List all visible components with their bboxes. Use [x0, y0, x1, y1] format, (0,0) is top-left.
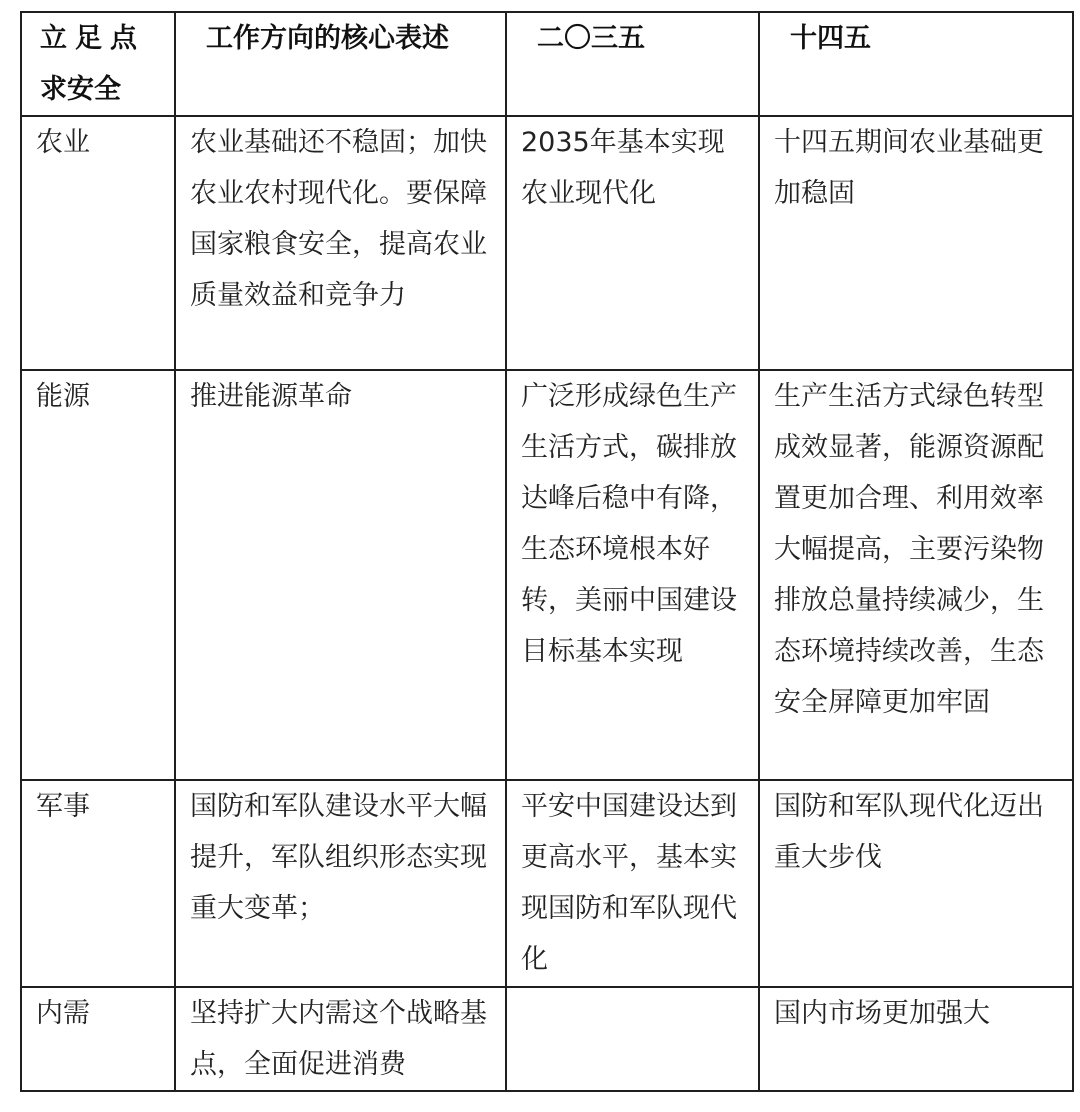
header-foothold	[21, 12, 175, 116]
cell-2035: 平安中国建设达到更高水平，基本实现国防和军队现代化	[506, 780, 759, 987]
cell-category: 内需	[21, 987, 175, 1091]
header-row	[21, 12, 1073, 116]
cell-category: 能源	[21, 370, 175, 780]
header-foothold-line1: 立足点	[40, 23, 145, 54]
cell-core: 农业基础还不稳固；加快农业农村现代化。要保障国家粮食安全，提高农业质量效益和竞争力	[175, 116, 506, 370]
cell-core: 推进能源革命	[175, 370, 506, 780]
cell-14th-plan: 国内市场更加强大	[759, 987, 1073, 1091]
cell-14th-plan: 十四五期间农业基础更加稳固	[759, 116, 1073, 370]
table-row	[21, 987, 1073, 1091]
header-2035: 二〇三五	[506, 12, 759, 116]
cell-2035: 广泛形成绿色生产生活方式，碳排放达峰后稳中有降，生态环境根本好转，美丽中国建设目标基本实现	[506, 370, 759, 780]
cell-2035: 2035年基本实现农业现代化	[506, 116, 759, 370]
cell-14th-plan: 国防和军队现代化迈出重大步伐	[759, 780, 1073, 987]
table-row	[21, 370, 1073, 780]
cell-14th-plan: 生产生活方式绿色转型成效显著，能源资源配置更加合理、利用效率大幅提高，主要污染物排放总量持续减少，生态环境持续改善，生态安全屏障更加牢固	[759, 370, 1073, 780]
cell-core: 坚持扩大内需这个战略基点，全面促进消费	[175, 987, 506, 1091]
cell-core: 国防和军队建设水平大幅提升，军队组织形态实现重大变革；	[175, 780, 506, 987]
table-row	[21, 116, 1073, 370]
header-core-statement: 工作方向的核心表述	[175, 12, 506, 116]
table-row	[21, 780, 1073, 987]
cell-2035	[506, 987, 759, 1091]
header-foothold-line2: 求安全	[40, 74, 121, 105]
header-14th-plan: 十四五	[759, 12, 1073, 116]
cell-category: 军事	[21, 780, 175, 987]
policy-table	[20, 11, 1074, 1092]
cell-category: 农业	[21, 116, 175, 370]
